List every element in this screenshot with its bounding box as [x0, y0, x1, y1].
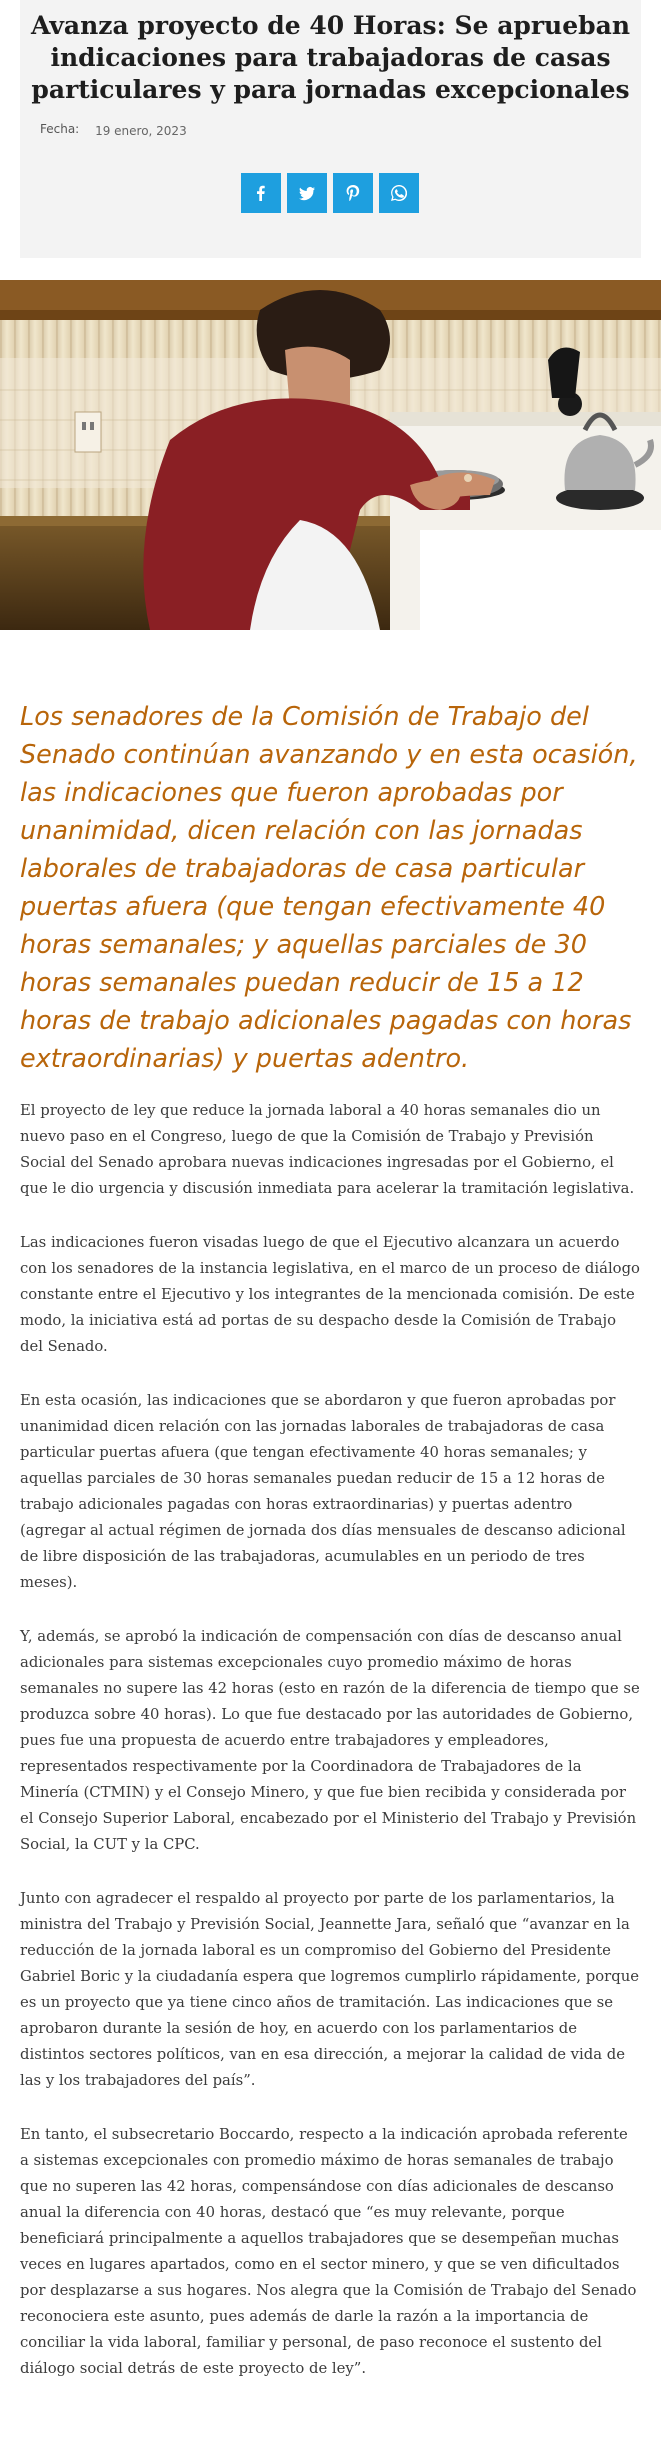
date-label: Fecha: — [40, 122, 80, 136]
share-buttons — [241, 173, 419, 213]
date-row — [40, 124, 187, 138]
share-whatsapp-button[interactable] — [379, 173, 419, 213]
body-paragraph: Y, además, se aprobó la indicación de compensación con días de descanso anual adicionales para sistemas excepcionales cuyo promedio máximo de horas semanales no supere las 42 horas (esto en razón de la diferencia de tiempo que se produzca sobre 40 horas). Lo que fue destacado por las autoridades de Gobierno, pues fue una propuesta de acuerdo entre trabajadores y empleadores, representados respectivamente por la Coordinadora de Trabajadores de la Minería (CTMIN) y el Consejo Minero, y que fue bien recibida y considerada por el Consejo Superior Laboral, encabezado por el Ministerio del Trabajo y Previsión Social, la CUT y la CPC. — [20, 1628, 640, 1853]
share-twitter-button[interactable] — [287, 173, 327, 213]
body-paragraph: Las indicaciones fueron visadas luego de que el Ejecutivo alcanzara un acuerdo con los senadores de la instancia legislativa, en el marco de un proceso de diálogo constante entre el Ejecutivo y los integrantes de la mencionada comisión. De este modo, la iniciativa está ad portas de su despacho desde la Comisión de Trabajo del Senado. — [20, 1234, 640, 1355]
publish-date: 19 enero, 2023 — [95, 124, 187, 138]
body-paragraph: En tanto, el subsecretario Boccardo, respecto a la indicación aprobada referente a sistemas excepcionales con promedio máximo de horas semanales de trabajo que no superen las 42 horas, compensándose con días adicionales de descanso anual la diferencia con 40 horas, destacó que “es muy relevante, porque beneficiará principalmente a aquellos trabajadores que se desempeñan muchas veces en lugares apartados, como en el sector minero, y que se ven dificultados por desplazarse a sus hogares. Nos alegra que la Comisión de Trabajo del Senado reconociera este asunto, pues además de darle la razón a la importancia de conciliar la vida laboral, familiar y personal, de paso reconoce el sustento del diálogo social detrás de este proyecto de ley”. — [20, 2126, 637, 2377]
body-paragraph: En esta ocasión, las indicaciones que se abordaron y que fueron aprobadas por unanimidad dicen relación con las jornadas laborales de trabajadoras de casa particular puertas afuera (que tengan efectivamente 40 horas semanales; y aquellas parciales de 30 horas semanales puedan reducir de 15 a 12 horas de trabajo adicionales pagadas con horas extraordinarias) y puertas adentro (agregar al actual régimen de jornada dos días mensuales de descanso adicional de libre disposición de las trabajadoras, acumulables en un periodo de tres meses). — [20, 1392, 626, 1591]
body-paragraph: El proyecto de ley que reduce la jornada laboral a 40 horas semanales dio un nuevo paso en el Congreso, luego de que la Comisión de Trabajo y Previsión Social del Senado aprobara nuevas indicaciones ingresadas por el Gobierno, el que le dio urgencia y discusión inmediata para acelerar la tramitación legislativa. — [20, 1102, 635, 1197]
article-title: Avanza proyecto de 40 Horas: Se aprueban indicaciones para trabajadoras de casas particulares y para jornadas excepcionales — [31, 11, 630, 104]
article-lead: Los senadores de la Comisión de Trabajo del Senado continúan avanzando y en esta ocasión, las indicaciones que fueron aprobadas por unanimidad, dicen relación con las jornadas laborales de trabajadoras de casa particular puertas afuera (que tengan efectivamente 40 horas semanales; y aquellas parciales de 30 horas semanales puedan reducir de 15 a 12 horas de trabajo adicionales pagadas con horas extraordinarias) y puertas adentro. — [20, 702, 638, 1074]
share-pinterest-button[interactable] — [333, 173, 373, 213]
share-facebook-button[interactable] — [241, 173, 281, 213]
hero-image — [0, 280, 661, 630]
article-body — [20, 1098, 641, 2410]
twitter-icon — [299, 185, 315, 201]
body-paragraph: Junto con agradecer el respaldo al proyecto por parte de los parlamentarios, la ministra del Trabajo y Previsión Social, Jeannette Jara, señaló que “avanzar en la reducción de la jornada laboral es un compromiso del Gobierno del Presidente Gabriel Boric y la ciudadanía espera que logremos cumplirlo rápidamente, porque es un proyecto que ya tiene cinco años de tramitación. Las indicaciones que se aprobaron durante la sesión de hoy, en acuerdo con los parlamentarios de distintos sectores políticos, van en esa dirección, a mejorar la calidad de vida de las y los trabajadores del país”. — [20, 1890, 639, 2089]
pinterest-icon — [345, 185, 361, 201]
whatsapp-icon — [391, 185, 407, 201]
facebook-icon — [253, 185, 269, 201]
